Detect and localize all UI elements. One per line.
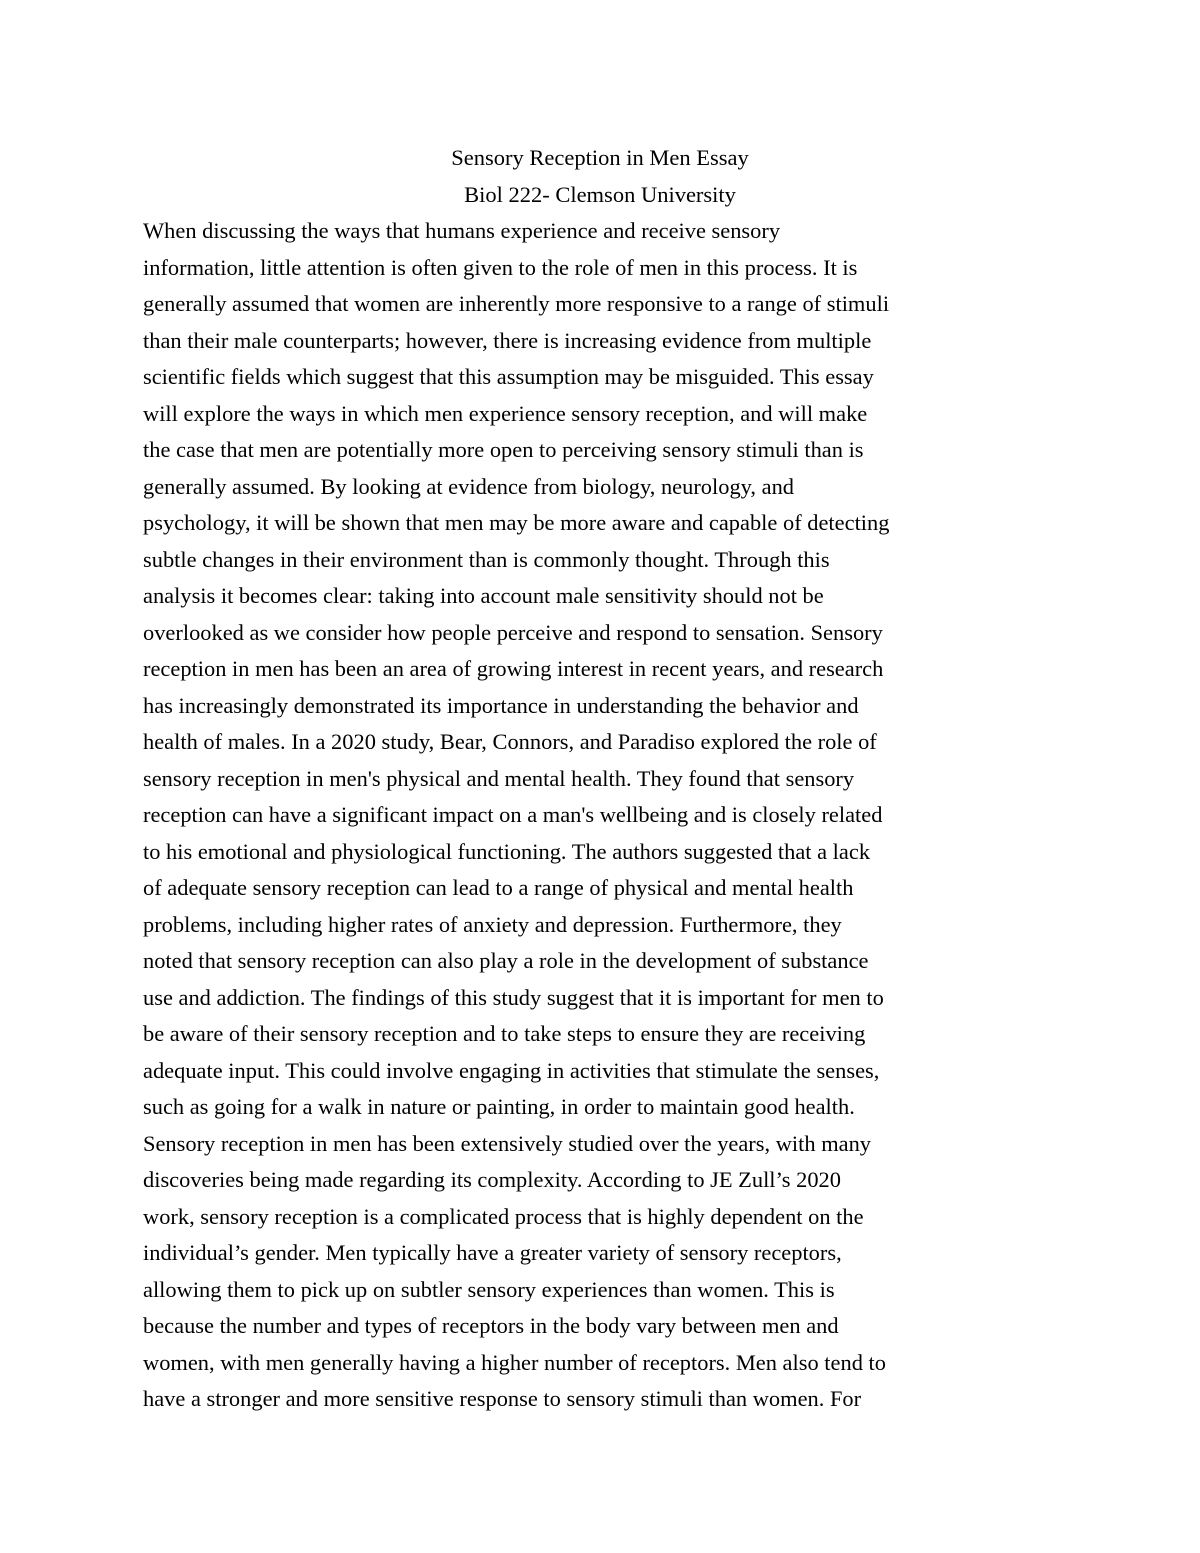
essay-line: subtle changes in their environment than is commonly thought. Through this (143, 546, 830, 572)
essay-line: allowing them to pick up on subtler sensory experiences than women. This is (143, 1276, 835, 1302)
essay-line: generally assumed. By looking at evidence from biology, neurology, and (143, 473, 795, 499)
essay-line: information, little attention is often given to the role of men in this process. It is (143, 254, 858, 280)
essay-line: When discussing the ways that humans experience and receive sensory (143, 218, 781, 243)
essay-line: sensory reception in men's physical and mental health. They found that sensory (143, 765, 855, 791)
essay-line: because the number and types of receptors in the body vary between men and (143, 1313, 839, 1338)
document-subtitle: Biol 222- Clemson University (464, 181, 736, 207)
essay-line: than their male counterparts; however, there is increasing evidence from multiple (143, 327, 872, 353)
essay-line: use and addiction. The findings of this study suggest that it is important for men to (143, 984, 884, 1010)
essay-line: discoveries being made regarding its complexity. According to JE Zull’s 2020 (143, 1167, 841, 1192)
essay-line: scientific fields which suggest that this assumption may be misguided. This essay (143, 364, 874, 389)
essay-line: problems, including higher rates of anxiety and depression. Furthermore, they (143, 911, 842, 937)
essay-line: overlooked as we consider how people perceive and respond to sensation. Sensory (143, 619, 883, 645)
essay-line: reception in men has been an area of growing interest in recent years, and research (143, 656, 884, 681)
essay-line: has increasingly demonstrated its importance in understanding the behavior and (143, 692, 859, 718)
essay-line: to his emotional and physiological functioning. The authors suggested that a lack (143, 838, 871, 864)
essay-line: the case that men are potentially more open to perceiving sensory stimuli than is (143, 437, 864, 462)
essay-line: such as going for a walk in nature or painting, in order to maintain good health. (143, 1094, 855, 1119)
document-title: Sensory Reception in Men Essay (451, 145, 749, 170)
essay-line: have a stronger and more sensitive response to sensory stimuli than women. For (143, 1386, 862, 1411)
essay-body (143, 213, 1063, 1418)
essay-line: of adequate sensory reception can lead to a range of physical and mental health (143, 875, 854, 900)
essay-line: psychology, it will be shown that men may be more aware and capable of detecting (143, 510, 890, 535)
essay-line: will explore the ways in which men experience sensory reception, and will make (143, 400, 868, 426)
essay-line: adequate input. This could involve engaging in activities that stimulate the senses, (143, 1057, 880, 1083)
essay-line: be aware of their sensory reception and to take steps to ensure they are receiving (143, 1021, 866, 1046)
essay-line: noted that sensory reception can also play a role in the development of substance (143, 948, 869, 973)
essay-line: women, with men generally having a higher number of receptors. Men also tend to (143, 1349, 886, 1375)
essay-line: health of males. In a 2020 study, Bear, Connors, and Paradiso explored the role of (143, 729, 877, 754)
essay-line: Sensory reception in men has been extensively studied over the years, with many (143, 1130, 872, 1156)
essay-line: individual’s gender. Men typically have a greater variety of sensory receptors, (143, 1240, 842, 1265)
essay-line: work, sensory reception is a complicated process that is highly dependent on the (143, 1203, 864, 1229)
essay-line: analysis it becomes clear: taking into account male sensitivity should not be (143, 583, 824, 608)
essay-line: generally assumed that women are inherently more responsive to a range of stimuli (143, 291, 890, 316)
essay-line: reception can have a significant impact on a man's wellbeing and is closely related (143, 802, 883, 827)
